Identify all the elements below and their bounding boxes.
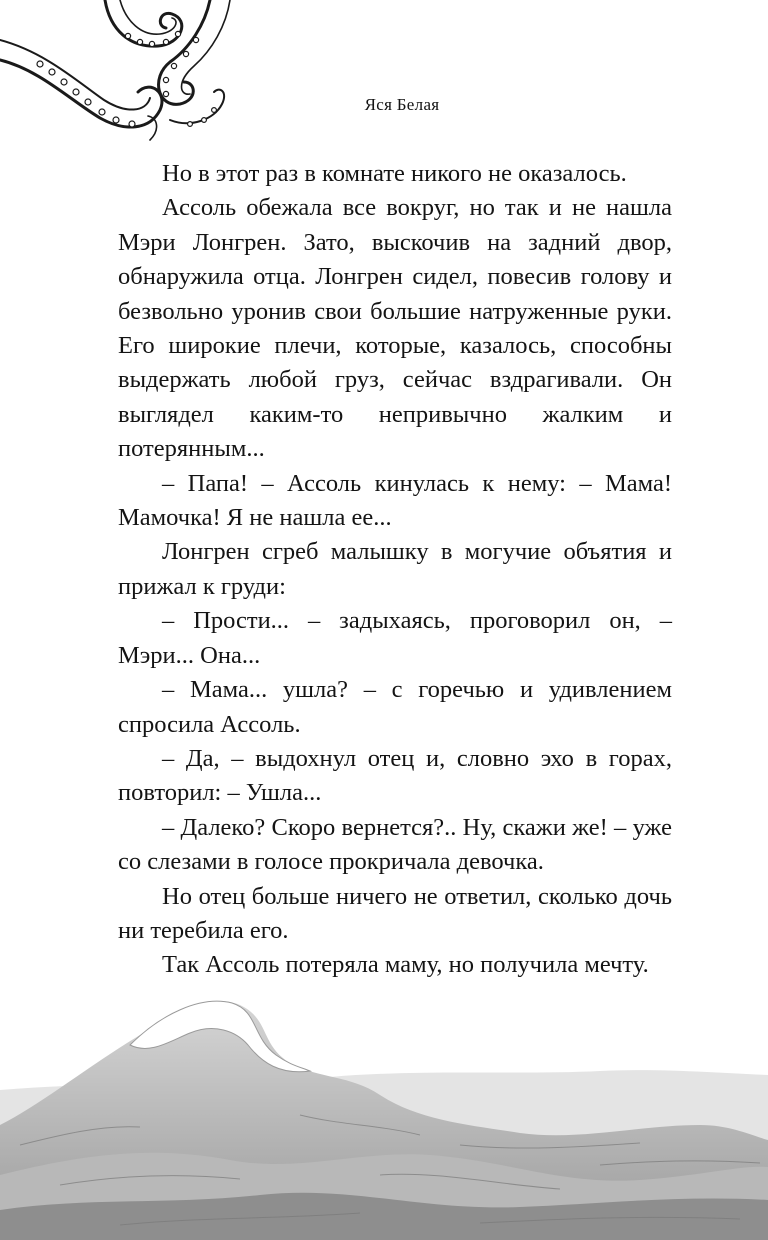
paragraph: – Папа! – Ассоль кинулась к нему: – Мама! Мамочка! Я не нашла ее... bbox=[118, 469, 672, 532]
paragraph: – Прости... – задыхаясь, проговорил он, – Мэри... Она... bbox=[118, 607, 672, 669]
paragraph: Но отец больше ничего не ответил, сколько дочь ни теребила его. bbox=[118, 882, 672, 944]
paragraph: – Мама... ушла? – с горечью и удивлением спросила Ассоль. bbox=[118, 676, 672, 738]
ocean-waves-illustration bbox=[0, 975, 768, 1240]
paragraph: Так Ассоль потеряла маму, но получила мечту. bbox=[162, 951, 649, 979]
author-name: Яся Белая bbox=[364, 95, 440, 114]
paragraph: – Да, – выдохнул отец и, словно эхо в горах, повторил: – Ушла... bbox=[118, 744, 672, 807]
paragraph: Ассоль обежала все вокруг, но так и не нашла Мэри Лонгрен. Зато, выскочив на задний двор, обнаружила отца. Лонгрен сидел, повесив голову и безвольно уронив свои большие натруженные руки. Его широкие плечи, которые, казалось, способны выдержать любой груз, сейчас вздрагивали. Он выглядел каким-то непривычно жалким и потерянным... bbox=[118, 194, 672, 463]
paragraph: Но в этот раз в комнате никого не оказалось. bbox=[162, 160, 627, 187]
tentacle-illustration bbox=[0, 0, 250, 150]
paragraph: Лонгрен сгреб малышку в могучие объятия и прижал к груди: bbox=[118, 538, 672, 600]
running-head bbox=[0, 95, 768, 115]
body-text bbox=[118, 157, 672, 983]
paragraph: – Далеко? Скоро вернется?.. Ну, скажи же! – уже со слезами в голосе прокричала девочка. bbox=[118, 813, 672, 876]
